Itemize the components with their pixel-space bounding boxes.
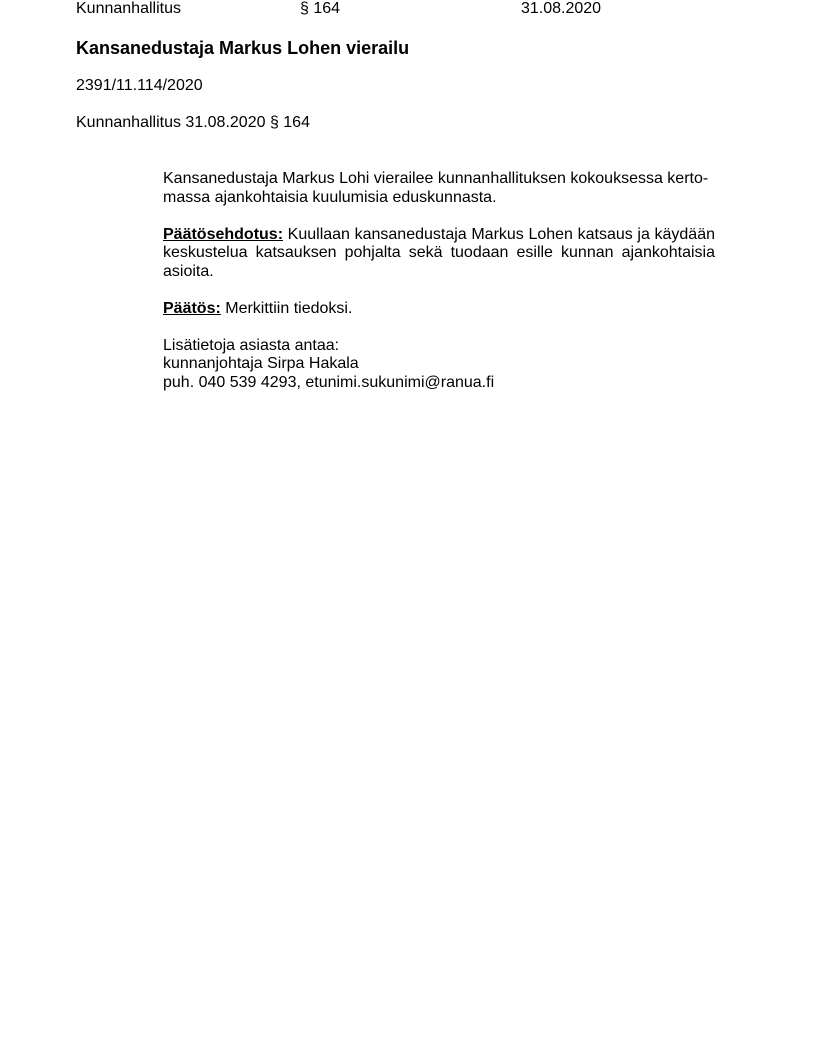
header-body-name: Kunnanhallitus <box>76 0 181 17</box>
proposal-paragraph <box>163 226 715 282</box>
decision-paragraph <box>163 300 715 319</box>
header-date: 31.08.2020 <box>521 0 602 17</box>
header-section-number: § 164 <box>300 0 341 17</box>
intro-paragraph <box>163 170 715 207</box>
document-title: Kansanedustaja Markus Lohen vierailu <box>76 38 410 58</box>
contact-block <box>163 337 715 393</box>
intro-line: Kansanedustaja Markus Lohi vierailee kunnanhallituksen kokouksessa kerto- <box>163 170 709 187</box>
decision-text: Merkittiin tiedoksi. <box>220 299 353 317</box>
proposal-text: Kuullaan kansanedustaja Markus Lohen katsaus ja käydään keskustelua katsauksen pohjalta sekä tuodaan esille kunnan ajankohtaisia asioita. <box>163 225 715 280</box>
intro-line: massa ajankohtaisia kuulumisia eduskunnasta. <box>163 188 497 206</box>
contact-name: kunnanjohtaja Sirpa Hakala <box>163 355 359 372</box>
decision-label: Päätös: <box>163 299 221 317</box>
document-body <box>163 170 715 411</box>
proposal-label: Päätösehdotus: <box>163 225 284 243</box>
page-header <box>76 0 676 20</box>
session-reference: Kunnanhallitus 31.08.2020 § 164 <box>76 114 310 131</box>
document-number: 2391/11.114/2020 <box>76 77 203 94</box>
contact-intro: Lisätietoja asiasta antaa: <box>163 336 340 354</box>
contact-details: puh. 040 539 4293, etunimi.sukunimi@ranua.fi <box>163 373 495 391</box>
